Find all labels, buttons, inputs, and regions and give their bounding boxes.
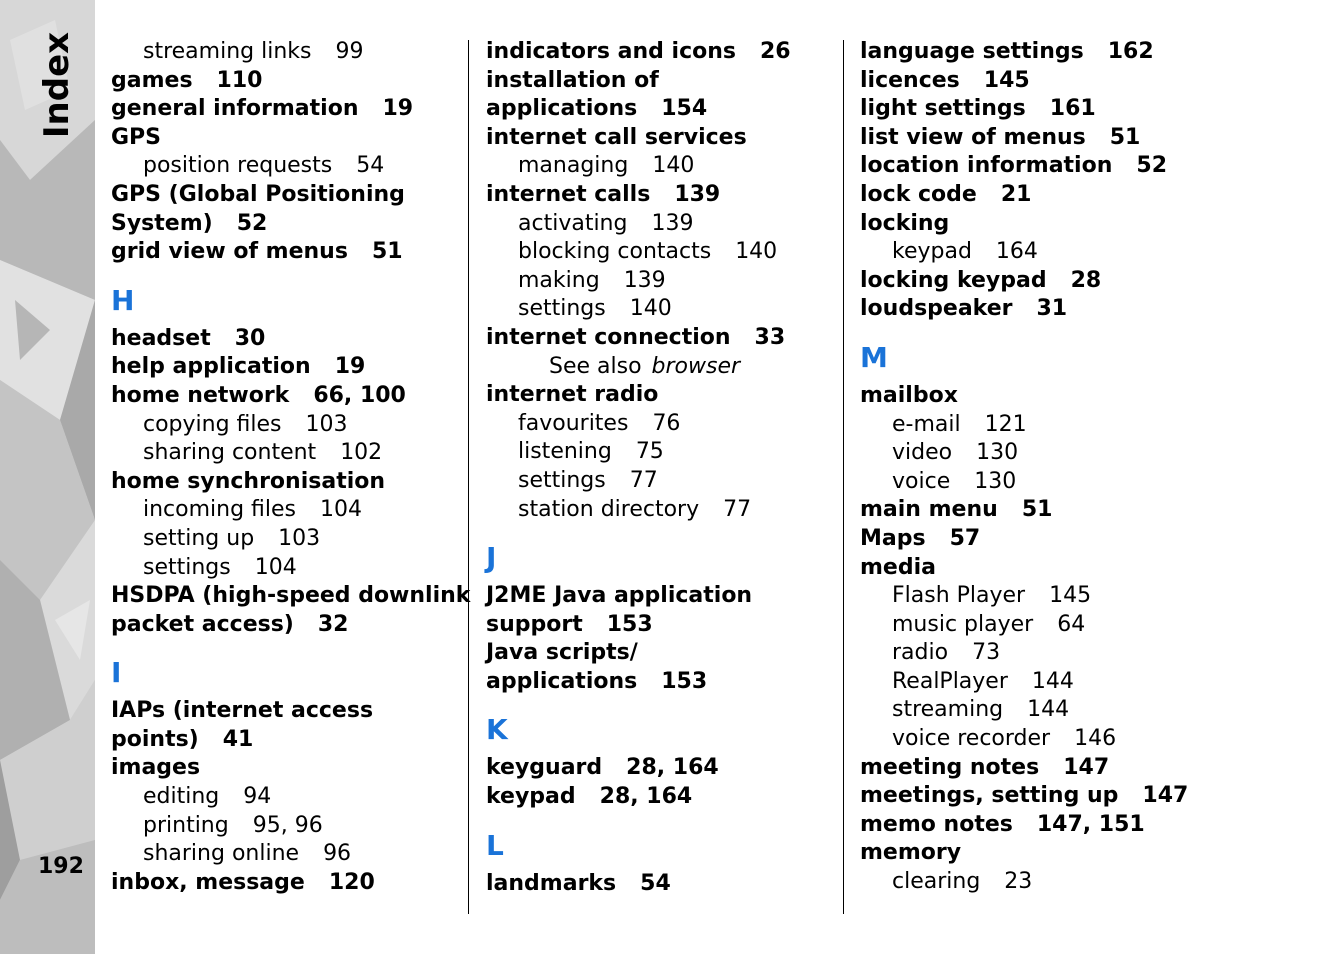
- entry-term: position requests: [143, 153, 333, 179]
- entry-term: blocking contacts: [518, 239, 712, 265]
- index-subentry: [486, 152, 846, 181]
- index-subentry: [111, 554, 471, 583]
- index-entry: [860, 554, 1220, 583]
- index-subentry: [111, 38, 471, 67]
- entry-term: location information: [860, 153, 1113, 179]
- entry-pages: 66, 100: [313, 382, 406, 408]
- entry-term: grid view of menus: [111, 239, 348, 265]
- index-entry: [860, 382, 1220, 411]
- entry-term: Maps: [860, 525, 926, 551]
- entry-pages: 94: [243, 784, 272, 810]
- entry-term: video: [892, 440, 953, 466]
- entry-term: making: [518, 267, 600, 293]
- index-subentry: [486, 496, 846, 525]
- entry-term: streaming: [892, 697, 1004, 723]
- entry-pages: 144: [1027, 697, 1070, 723]
- entry-term: internet connection: [486, 324, 731, 350]
- index-subentry: [486, 267, 846, 296]
- entry-term: lock code: [860, 181, 977, 207]
- entry-pages: 77: [629, 467, 658, 493]
- entry-pages: 28: [1070, 267, 1102, 293]
- letter-heading: H: [111, 283, 135, 317]
- index-entry: [111, 382, 471, 411]
- entry-pages: 144: [1031, 668, 1074, 694]
- index-column-1: [111, 38, 471, 897]
- entry-pages: 52: [1136, 153, 1168, 179]
- entry-term: incoming files: [143, 497, 297, 523]
- entry-pages: 140: [652, 153, 695, 179]
- entry-pages: 19: [334, 354, 366, 380]
- entry-pages: 23: [1004, 869, 1033, 895]
- entry-term: setting up: [143, 525, 255, 551]
- entry-pages: 139: [651, 210, 694, 236]
- entry-term: System): [111, 210, 213, 236]
- entry-term: streaming links: [143, 39, 312, 64]
- index-entry: [486, 611, 846, 640]
- entry-pages: 52: [236, 210, 268, 236]
- index-subentry: [860, 611, 1220, 640]
- letter-heading: I: [111, 656, 122, 690]
- entry-term: loudspeaker: [860, 296, 1013, 322]
- index-entry: [111, 611, 471, 640]
- entry-term: favourites: [518, 410, 629, 436]
- index-entry: [111, 210, 471, 239]
- index-entry: [486, 181, 846, 210]
- entry-term: music player: [892, 611, 1034, 637]
- index-entry: [486, 124, 846, 153]
- entry-pages: 28, 164: [599, 784, 693, 810]
- entry-term: light settings: [860, 96, 1026, 122]
- index-entry: [486, 639, 846, 668]
- index-entry: [860, 754, 1220, 783]
- index-subentry: [486, 295, 846, 324]
- entry-pages: 145: [1049, 583, 1092, 609]
- entry-pages: 95, 96: [252, 812, 323, 838]
- index-entry: [486, 668, 846, 697]
- index-entry: [486, 95, 846, 124]
- entry-term: IAPs (internet access: [111, 698, 374, 724]
- entry-term: See also: [549, 353, 642, 379]
- entry-term: applications: [486, 668, 638, 694]
- entry-term: list view of menus: [860, 124, 1086, 150]
- see-also-entry: [486, 353, 846, 382]
- entry-term: settings: [518, 467, 606, 493]
- index-subentry: [111, 152, 471, 181]
- entry-term: listening: [518, 439, 612, 465]
- index-subentry: [486, 438, 846, 467]
- index-subentry: [860, 725, 1220, 754]
- index-entry: [860, 152, 1220, 181]
- entry-pages: 76: [652, 410, 681, 436]
- entry-pages: 57: [949, 525, 981, 551]
- entry-pages: 154: [661, 96, 708, 122]
- index-column-3: [860, 38, 1220, 897]
- index-entry: [860, 839, 1220, 868]
- index-entry: [111, 468, 471, 497]
- entry-term: home network: [111, 382, 290, 408]
- entry-term: internet calls: [486, 181, 651, 207]
- entry-term: sharing content: [143, 440, 317, 466]
- entry-term: RealPlayer: [892, 668, 1008, 694]
- entry-pages: 162: [1107, 39, 1154, 64]
- entry-term: indicators and icons: [486, 39, 736, 64]
- entry-term: main menu: [860, 497, 998, 523]
- entry-term: support: [486, 611, 583, 637]
- letter-heading: L: [486, 828, 504, 862]
- index-entry: [111, 95, 471, 124]
- entry-term: Flash Player: [892, 583, 1026, 609]
- entry-term: printing: [143, 812, 229, 838]
- page-number: 192: [38, 854, 84, 879]
- entry-term: editing: [143, 784, 220, 810]
- entry-term: keyguard: [486, 755, 603, 781]
- entry-pages: 139: [623, 267, 666, 293]
- entry-term: copying files: [143, 411, 282, 437]
- index-subentry: [111, 840, 471, 869]
- entry-pages: 110: [216, 67, 263, 93]
- entry-term: memory: [860, 840, 962, 866]
- entry-term: installation of: [486, 67, 659, 93]
- index-entry: [860, 210, 1220, 239]
- entry-pages: 26: [759, 39, 791, 64]
- entry-term: mailbox: [860, 382, 958, 408]
- index-entry: [486, 870, 846, 899]
- entry-term: licences: [860, 67, 960, 93]
- section-title: Index: [37, 31, 77, 139]
- entry-pages: 139: [674, 181, 721, 207]
- entry-pages: 102: [340, 440, 383, 466]
- entry-term: locking keypad: [860, 267, 1047, 293]
- entry-pages: 153: [661, 668, 708, 694]
- index-entry: [486, 783, 846, 812]
- entry-pages: 21: [1000, 181, 1032, 207]
- entry-term: language settings: [860, 39, 1084, 64]
- entry-pages: 28, 164: [626, 755, 719, 781]
- entry-term: headset: [111, 325, 211, 351]
- entry-term: meeting notes: [860, 754, 1040, 780]
- see-also-reference: browser: [651, 353, 741, 379]
- index-subentry: [860, 582, 1220, 611]
- sidebar-decoration: [0, 0, 95, 954]
- index-entry: [860, 181, 1220, 210]
- entry-term: voice recorder: [892, 726, 1051, 752]
- entry-pages: 130: [976, 440, 1019, 466]
- entry-term: voice: [892, 468, 951, 494]
- entry-pages: 164: [995, 239, 1038, 265]
- index-entry: [486, 67, 846, 96]
- entry-term: internet radio: [486, 382, 659, 408]
- index-entry: [486, 582, 846, 611]
- index-subentry: [111, 439, 471, 468]
- entry-pages: 147: [1142, 783, 1189, 809]
- entry-term: locking: [860, 210, 950, 236]
- entry-term: e-mail: [892, 411, 961, 437]
- index-entry: [486, 381, 846, 410]
- index-subentry: [486, 467, 846, 496]
- letter-heading: K: [486, 713, 508, 747]
- entry-term: media: [860, 554, 936, 580]
- index-subentry: [486, 238, 846, 267]
- index-entry: [111, 582, 471, 611]
- index-subentry: [111, 525, 471, 554]
- entry-pages: 99: [335, 39, 364, 64]
- index-entry: [111, 726, 471, 755]
- entry-pages: 30: [234, 325, 266, 351]
- index-entry: [486, 324, 846, 353]
- entry-term: inbox, message: [111, 869, 305, 895]
- index-entry: [860, 267, 1220, 296]
- entry-term: landmarks: [486, 870, 617, 896]
- index-subentry: [860, 439, 1220, 468]
- entry-term: general information: [111, 96, 359, 122]
- entry-pages: 161: [1049, 96, 1096, 122]
- entry-term: clearing: [892, 869, 981, 895]
- entry-term: HSDPA (high-speed downlink: [111, 583, 471, 609]
- entry-term: station directory: [518, 496, 700, 522]
- index-subentry: [860, 696, 1220, 725]
- entry-pages: 104: [254, 554, 297, 580]
- entry-term: settings: [518, 296, 606, 322]
- index-entry: [860, 496, 1220, 525]
- index-entry: [860, 38, 1220, 67]
- letter-heading: J: [486, 541, 497, 575]
- index-subentry: [860, 668, 1220, 697]
- entry-pages: 130: [974, 468, 1017, 494]
- entry-pages: 33: [754, 324, 786, 350]
- entry-pages: 75: [635, 439, 664, 465]
- entry-term: keypad: [892, 239, 972, 265]
- entry-term: GPS: [111, 124, 162, 150]
- letter-heading: M: [860, 340, 888, 374]
- index-entry: [486, 754, 846, 783]
- index-entry: [111, 124, 471, 153]
- entry-term: meetings, setting up: [860, 783, 1119, 809]
- entry-term: GPS (Global Positioning: [111, 181, 405, 207]
- entry-pages: 121: [984, 411, 1027, 437]
- entry-pages: 51: [1021, 497, 1053, 523]
- index-entry: [111, 181, 471, 210]
- index-subentry: [860, 468, 1220, 497]
- entry-term: packet access): [111, 611, 294, 637]
- entry-term: games: [111, 67, 193, 93]
- index-entry: [111, 67, 471, 96]
- entry-pages: 146: [1074, 726, 1117, 752]
- entry-pages: 153: [606, 611, 653, 637]
- entry-term: internet call services: [486, 124, 747, 150]
- entry-pages: 51: [1109, 124, 1141, 150]
- entry-term: sharing online: [143, 841, 300, 867]
- index-entry: [486, 38, 846, 67]
- index-subentry: [860, 238, 1220, 267]
- entry-term: Java scripts/: [486, 640, 638, 666]
- entry-pages: 147, 151: [1036, 811, 1145, 837]
- entry-pages: 103: [278, 525, 321, 551]
- entry-term: applications: [486, 96, 638, 122]
- crystal-pattern: [0, 0, 95, 954]
- index-entry: [111, 754, 471, 783]
- index-entry: [860, 67, 1220, 96]
- index-entry: [860, 811, 1220, 840]
- index-entry: [860, 95, 1220, 124]
- index-subentry: [111, 411, 471, 440]
- entry-term: points): [111, 726, 199, 752]
- entry-pages: 51: [371, 239, 403, 265]
- index-entry: [860, 525, 1220, 554]
- index-entry: [111, 697, 471, 726]
- index-entry: [860, 782, 1220, 811]
- index-entry: [111, 325, 471, 354]
- entry-term: memo notes: [860, 811, 1013, 837]
- entry-pages: 96: [323, 841, 352, 867]
- entry-pages: 54: [356, 153, 385, 179]
- entry-pages: 31: [1036, 296, 1068, 322]
- index-subentry: [111, 812, 471, 841]
- entry-pages: 120: [328, 869, 375, 895]
- index-subentry: [486, 210, 846, 239]
- entry-pages: 104: [320, 497, 363, 523]
- entry-term: images: [111, 755, 201, 781]
- index-entry: [111, 238, 471, 267]
- entry-pages: 147: [1063, 754, 1110, 780]
- entry-pages: 73: [972, 640, 1001, 666]
- index-subentry: [111, 783, 471, 812]
- index-subentry: [860, 868, 1220, 897]
- index-entry: [111, 353, 471, 382]
- index-entry: [111, 869, 471, 898]
- entry-pages: 64: [1057, 611, 1086, 637]
- entry-pages: 32: [317, 611, 349, 637]
- index-subentry: [860, 411, 1220, 440]
- index-subentry: [111, 496, 471, 525]
- entry-pages: 140: [629, 296, 672, 322]
- index-column-2: [486, 38, 846, 898]
- entry-term: settings: [143, 554, 231, 580]
- entry-term: J2ME Java application: [486, 583, 753, 609]
- entry-pages: 41: [222, 726, 254, 752]
- entry-term: managing: [518, 153, 629, 179]
- index-entry: [860, 124, 1220, 153]
- entry-pages: 54: [640, 870, 671, 896]
- entry-pages: 77: [723, 496, 752, 522]
- entry-pages: 103: [305, 411, 348, 437]
- entry-term: keypad: [486, 784, 576, 810]
- index-subentry: [486, 410, 846, 439]
- entry-pages: 19: [382, 96, 414, 122]
- entry-pages: 140: [735, 239, 778, 265]
- index-entry: [860, 295, 1220, 324]
- entry-pages: 145: [983, 67, 1030, 93]
- entry-term: home synchronisation: [111, 468, 386, 494]
- entry-term: help application: [111, 354, 311, 380]
- entry-term: radio: [892, 640, 949, 666]
- entry-term: activating: [518, 210, 628, 236]
- index-subentry: [860, 639, 1220, 668]
